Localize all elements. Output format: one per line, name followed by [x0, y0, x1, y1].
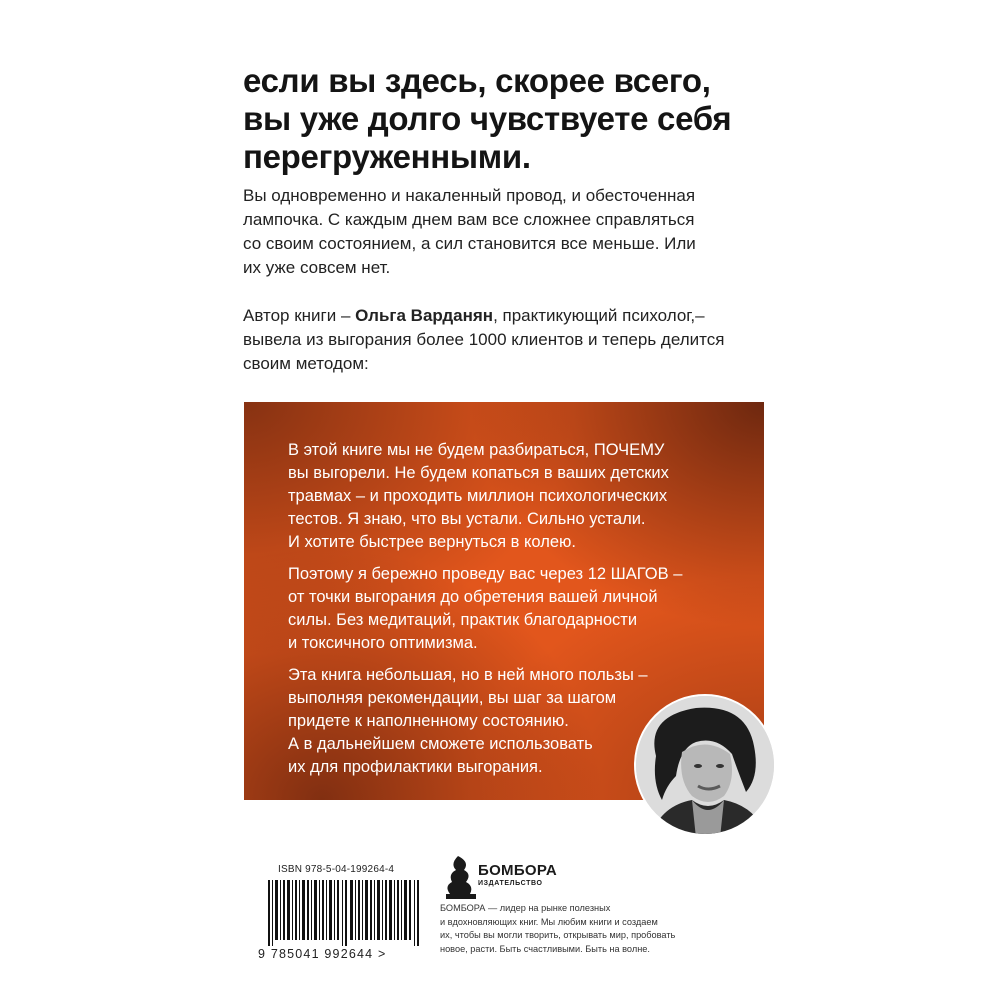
intro-line: лампочка. С каждым днем вам все сложнее справляться	[243, 210, 695, 229]
author-line: своим методом:	[243, 354, 369, 373]
panel-line: И хотите быстрее вернуться в колею.	[288, 533, 577, 551]
panel-line: В этой книге мы не будем разбираться, ПОЧЕМУ	[288, 441, 665, 459]
isbn-block	[258, 864, 428, 961]
panel-line: силы. Без медитаций, практик благодарности	[288, 611, 638, 629]
author-portrait	[634, 694, 776, 836]
panel-line: вы выгорели. Не будем копаться в ваших детских	[288, 464, 669, 482]
headline	[243, 62, 763, 176]
intro-line: их уже совсем нет.	[243, 258, 391, 277]
panel-line: их для профилактики выгорания.	[288, 758, 543, 776]
author-paragraph	[243, 304, 763, 376]
author-suffix: , практикующий психолог,–	[493, 306, 705, 325]
panel-line: травмах – и проходить миллион психологических	[288, 487, 668, 505]
panel-line: выполняя рекомендации, вы шаг за шагом	[288, 689, 617, 707]
author-line: вывела из выгорания более 1000 клиентов и теперь делится	[243, 330, 725, 349]
publisher-subtitle: ИЗДАТЕЛЬСТВО	[478, 880, 543, 887]
panel-line: Поэтому я бережно проведу вас через 12 ШАГОВ –	[288, 565, 683, 583]
isbn-number: ISBN 978-5-04-199264-4	[278, 864, 395, 875]
blurb-line: и вдохновляющих книг. Мы любим книги и создаем	[440, 916, 658, 927]
blurb-line: их, чтобы вы могли творить, открывать мир, пробовать	[440, 930, 676, 941]
panel-paragraph-1	[288, 439, 708, 554]
blurb-line: БОМБОРА — лидер на рынке полезных	[440, 903, 611, 913]
author-prefix: Автор книги –	[243, 306, 356, 325]
panel-line: от точки выгорания до обретения вашей личной	[288, 588, 658, 606]
panel-line: и токсичного оптимизма.	[288, 634, 478, 652]
barcode	[266, 880, 426, 946]
publisher-name: БОМБОРА	[478, 862, 558, 879]
headline-line: перегруженными.	[243, 138, 531, 175]
panel-paragraph-2	[288, 563, 708, 655]
panel-line: А в дальнейшем сможете использовать	[288, 735, 593, 753]
headline-line: если вы здесь, скорее всего,	[243, 62, 711, 99]
intro-line: со своим состоянием, а сил становится все меньше. Или	[243, 234, 696, 253]
intro-paragraph	[243, 184, 763, 280]
panel-line: придете к наполненному состоянию.	[288, 712, 569, 730]
headline-line: вы уже долго чувствуете себя	[243, 100, 732, 137]
panel-line: Эта книга небольшая, но в ней много пользы –	[288, 666, 648, 684]
intro-line: Вы одновременно и накаленный провод, и обесточенная	[243, 186, 696, 205]
author-name: Ольга Варданян	[355, 306, 494, 325]
barcode-digits: 9 785041 992644 >	[258, 947, 387, 961]
author-line	[243, 304, 763, 328]
blurb-line: новое, расти. Быть счастливыми. Быть на волне.	[440, 943, 650, 954]
author-portrait-illustration	[636, 696, 776, 836]
publisher-blurb	[440, 902, 720, 956]
panel-line: тестов. Я знаю, что вы устали. Сильно устали.	[288, 510, 646, 528]
